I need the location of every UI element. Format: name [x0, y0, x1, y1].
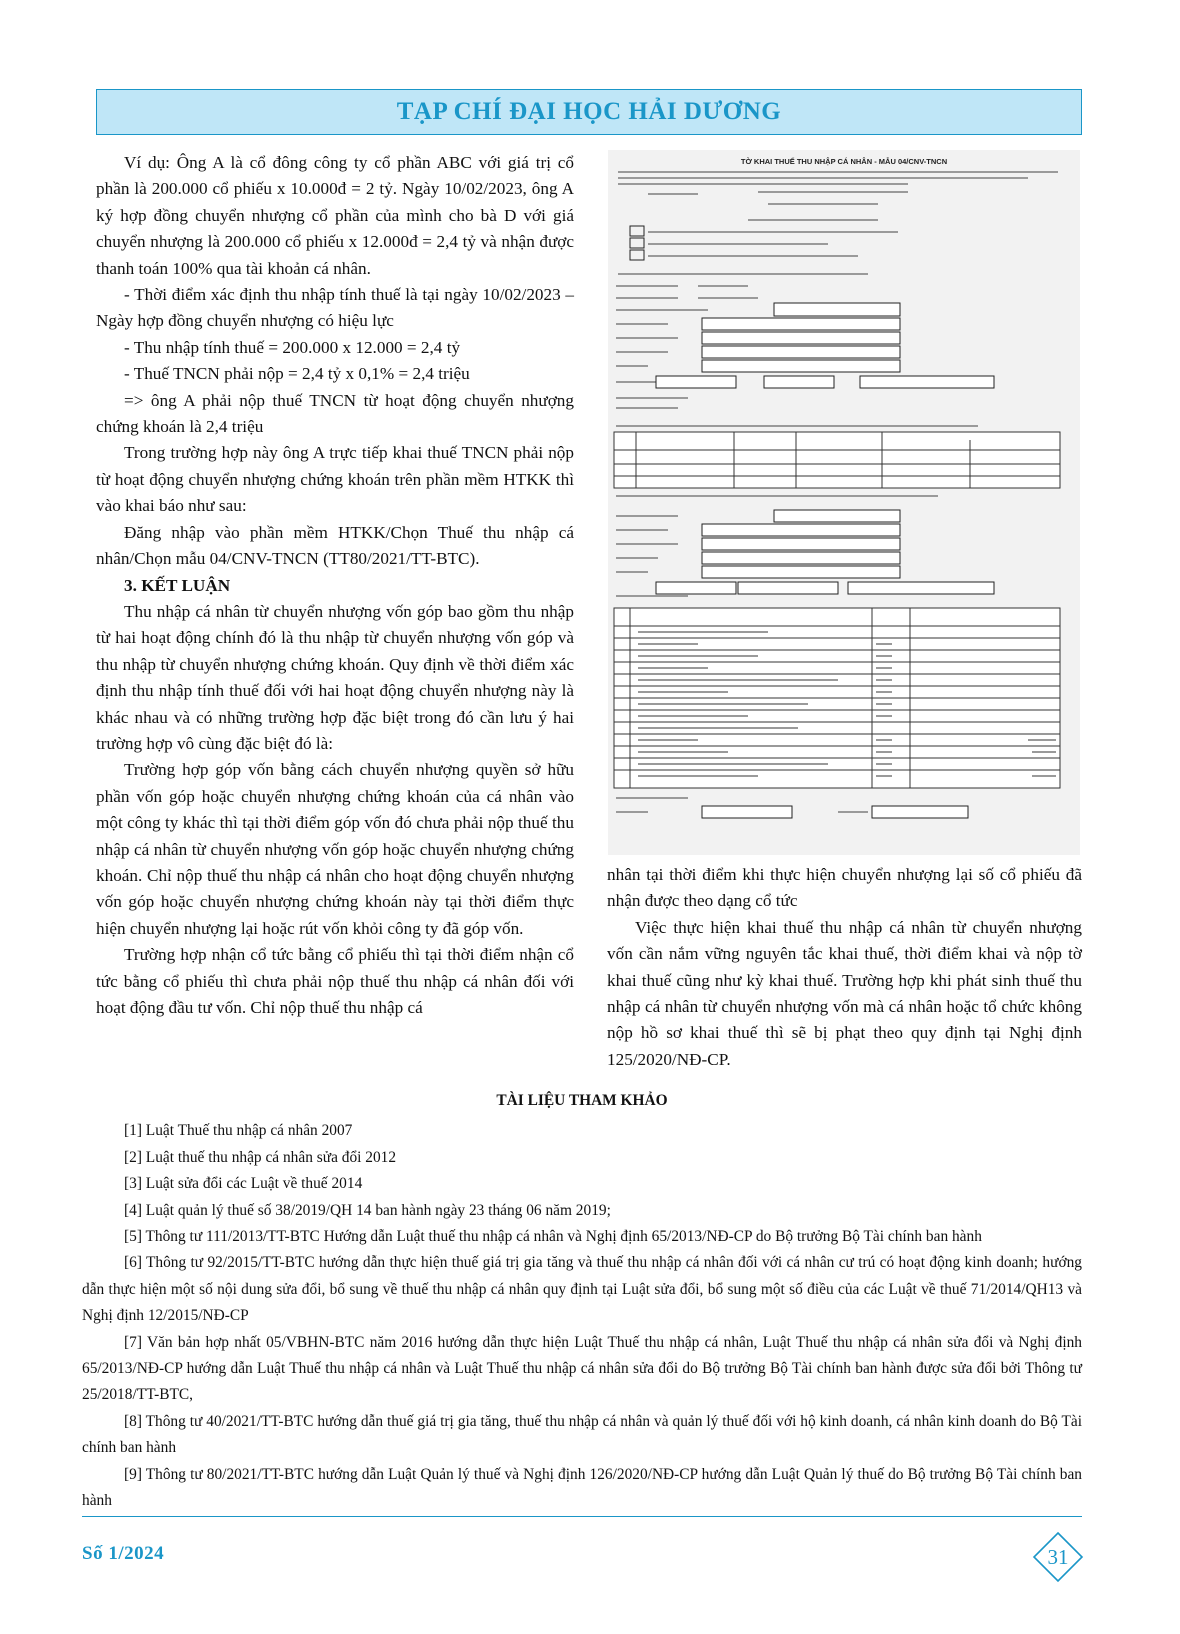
reference-item: [9] Thông tư 80/2021/TT-BTC hướng dẫn Luật Quản lý thuế và Nghị định 126/2020/NĐ-CP hướng dẫn Luật Quản lý thuế do Bộ trưởng Bộ Tài chính ban hành [82, 1465, 1082, 1510]
paragraph: nhân tại thời điểm khi thực hiện chuyển nhượng lại số cổ phiếu đã nhận được theo dạng cổ tức [607, 865, 1082, 911]
paragraph: - Thời điểm xác định thu nhập tính thuế là tại ngày 10/02/2023 – Ngày hợp đồng chuyển nhượng có hiệu lực [96, 285, 574, 331]
paragraph: Thu nhập cá nhân từ chuyển nhượng vốn góp bao gồm thu nhập từ hai hoạt động chính đó là thu nhập từ chuyển nhượng vốn góp và thu nhập từ chuyển nhượng chứng khoán. Quy định về thời điểm xác định thu nhập tính thuế đối với hai hoạt động chuyển nhượng này là khác nhau và có những trường hợp đặc biệt trong đó cần lưu ý hai trường hợp vô cùng đặc biệt đó là: [96, 601, 574, 753]
references-section [82, 1088, 1082, 1515]
paragraph: Trong trường hợp này ông A trực tiếp khai thuế TNCN phải nộp từ hoạt động chuyển nhượng chứng khoán trên phần mềm HTKK thì vào khai báo như sau: [96, 443, 574, 516]
journal-banner [96, 89, 1082, 135]
section-heading: 3. KẾT LUẬN [124, 575, 231, 595]
reference-item: [4] Luật quản lý thuế số 38/2019/QH 14 ban hành ngày 23 tháng 06 năm 2019; [124, 1201, 611, 1219]
page-number: 31 [1047, 1544, 1069, 1569]
paragraph: Việc thực hiện khai thuế thu nhập cá nhân từ chuyển nhượng vốn cần nắm vững nguyên tắc khai thuế, thời điểm khai và nộp tờ khai thuế cũng như kỳ khai thuế. Trường hợp khi phát sinh thuế thu nhập cá nhân từ chuyển nhượng vốn mà cá nhân hoặc tổ chức không nộp hồ sơ khai thuế thì sẽ bị phạt theo quy định tại Nghị định 125/2020/NĐ-CP. [607, 917, 1082, 1069]
paragraph: - Thu nhập tính thuế = 200.000 x 12.000 = 2,4 tỷ [124, 337, 461, 357]
paragraph: Trường hợp nhận cổ tức bằng cổ phiếu thì tại thời điểm nhận cổ tức bằng cổ phiếu thì chưa phải nộp thuế thu nhập cá nhân đối với hoạt động đầu tư vốn. Chỉ nộp thuế thu nhập cá [96, 945, 574, 1017]
reference-item: [1] Luật Thuế thu nhập cá nhân 2007 [124, 1122, 353, 1140]
journal-title: TẠP CHÍ ĐẠI HỌC HẢI DƯƠNG [396, 98, 782, 125]
form-title: TỜ KHAI THUẾ THU NHẬP CÁ NHÂN - MẪU 04/CNV-TNCN [740, 157, 948, 166]
tax-form-screenshot [608, 150, 1080, 855]
reference-item: [3] Luật sửa đổi các Luật về thuế 2014 [124, 1175, 363, 1193]
right-column [607, 862, 1082, 1073]
reference-item: [7] Văn bản hợp nhất 05/VBHN-BTC năm 2016 hướng dẫn thực hiện Luật Thuế thu nhập cá nhân, Luật Thuế thu nhập cá nhân sửa đổi và Nghị định 65/2013/NĐ-CP hướng dẫn Luật Thuế thu nhập cá nhân và Luật Thuế thu nhập cá nhân sửa đổi do Bộ trưởng Bộ Tài chính ban hành được sửa đổi bởi Thông tư 25/2018/TT-BTC, [82, 1333, 1082, 1404]
tax-form-graphic [608, 150, 1080, 855]
left-column [96, 150, 574, 1021]
issue-number: Số 1/2024 [82, 1543, 165, 1564]
reference-item: [2] Luật thuế thu nhập cá nhân sửa đổi 2012 [124, 1148, 397, 1166]
paragraph: Trường hợp góp vốn bằng cách chuyển nhượng quyền sở hữu phần vốn góp hoặc chuyển nhượng chứng khoán của cá nhân vào một công ty khác thì tại thời điểm góp vốn đó chưa phải nộp thuế thu nhập cá nhân từ chuyển nhượng vốn góp hoặc chuyển nhượng chứng khoán. Chỉ nộp thuế thu nhập cá nhân cho hoạt động chuyển nhượng vốn góp hoặc chuyển nhượng chứng khoán này tại thời điểm thực hiện chuyển nhượng lại hoặc rút vốn khỏi công ty đã góp vốn. [96, 760, 574, 938]
reference-item: [5] Thông tư 111/2013/TT-BTC Hướng dẫn Luật thuế thu nhập cá nhân và Nghị định 65/2013/NĐ-CP do Bộ trưởng Bộ Tài chính ban hành [124, 1228, 982, 1246]
reference-item: [6] Thông tư 92/2015/TT-BTC hướng dẫn thực hiện thuế giá trị gia tăng và thuế thu nhập cá nhân đối với cá nhân cư trú có hoạt động kinh doanh; hướng dẫn thực hiện một số nội dung sửa đổi, bổ sung về thuế thu nhập cá nhân quy định tại Luật sửa đổi, bổ sung một số điều của các Luật về thuế 71/2014/QH13 và Nghị định 12/2015/NĐ-CP [82, 1254, 1082, 1325]
paragraph: Đăng nhập vào phần mềm HTKK/Chọn Thuế thu nhập cá nhân/Chọn mẫu 04/CNV-TNCN (TT80/2021/TT-BTC). [96, 522, 574, 569]
footer-divider [82, 1516, 1082, 1517]
references-title: TÀI LIỆU THAM KHẢO [496, 1092, 668, 1109]
paragraph: - Thuế TNCN phải nộp = 2,4 tỷ x 0,1% = 2,4 triệu [124, 364, 470, 384]
paragraph: => ông A phải nộp thuế TNCN từ hoạt động chuyển nhượng chứng khoán là 2,4 triệu [96, 390, 574, 437]
page-number-badge [1032, 1531, 1084, 1583]
paragraph: Ví dụ: Ông A là cổ đông công ty cổ phần ABC với giá trị cổ phần là 200.000 cổ phiếu x 10.000đ = 2 tỷ. Ngày 10/02/2023, ông A ký hợp đồng chuyển nhượng cổ phần của mình cho bà D với giá chuyển nhượng là 200.000 cổ phiếu x 12.000đ = 2,4 tỷ và nhận được thanh toán 100% qua tài khoản cá nhân. [96, 153, 574, 278]
reference-item: [8] Thông tư 40/2021/TT-BTC hướng dẫn thuế giá trị gia tăng, thuế thu nhập cá nhân và quản lý thuế đối với hộ kinh doanh, cá nhân kinh doanh do Bộ Tài chính ban hành [82, 1412, 1082, 1457]
